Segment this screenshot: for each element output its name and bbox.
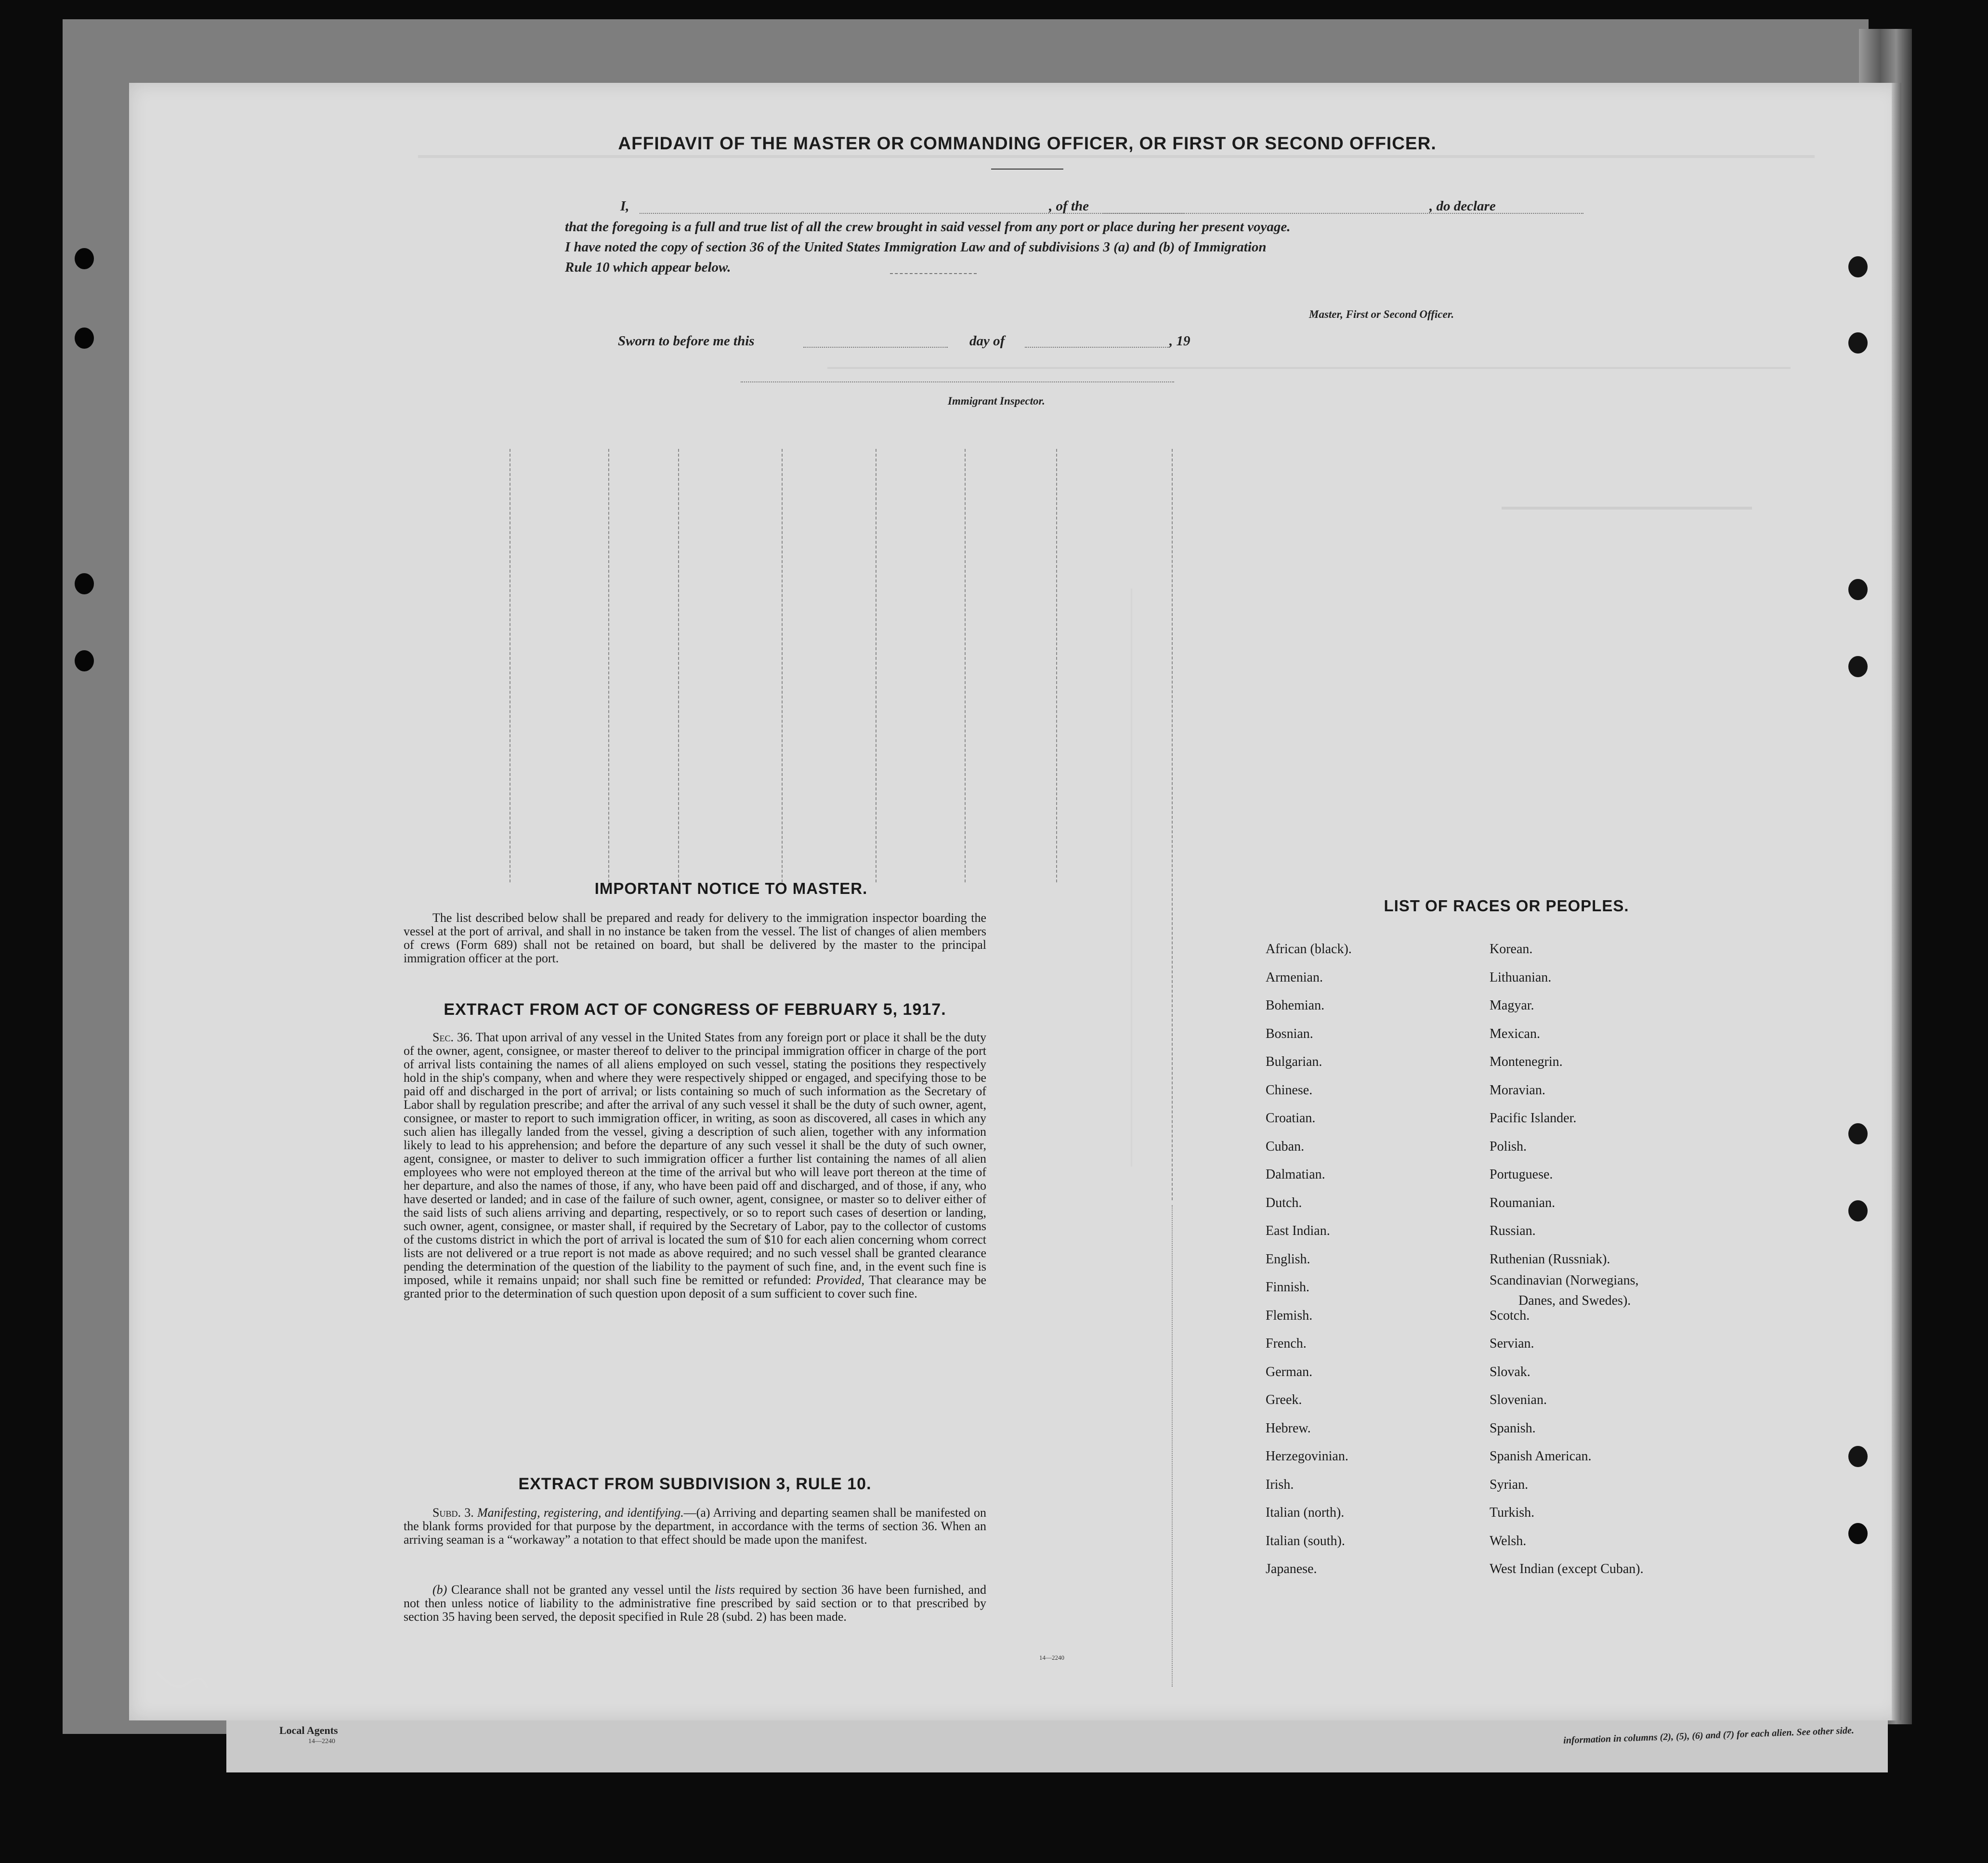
- notice-title: IMPORTANT NOTICE TO MASTER.: [594, 879, 868, 897]
- race-item: Roumanian.: [1490, 1195, 1556, 1210]
- race-item: Finnish.: [1266, 1280, 1310, 1295]
- race-item: Chinese.: [1266, 1082, 1313, 1098]
- race-item: Scandinavian (Norwegians,: [1490, 1273, 1639, 1288]
- race-item: Russian.: [1490, 1223, 1536, 1238]
- race-item: Korean.: [1490, 942, 1533, 957]
- race-item: Japanese.: [1266, 1561, 1317, 1576]
- page-edge: [1892, 83, 1901, 1720]
- race-item: Bohemian.: [1266, 998, 1325, 1013]
- binder-hole: [1848, 1200, 1868, 1221]
- race-item: Bosnian.: [1266, 1026, 1313, 1041]
- form-code: 14—2240: [1039, 1654, 1064, 1661]
- race-item: Syrian.: [1490, 1477, 1529, 1492]
- column-rule: [1056, 449, 1057, 882]
- race-item: Croatian.: [1266, 1111, 1316, 1126]
- affidavit-line-3: I have noted the copy of section 36 of the United States Immigration Law and of subdivisions 3 (a) and (b) of Immigration: [565, 239, 1267, 255]
- provided-word: Provided,: [816, 1273, 865, 1287]
- race-item: Irish.: [1266, 1477, 1294, 1492]
- pen-mark: [154, 1666, 212, 1695]
- binder-hole: [75, 650, 94, 671]
- section-36-body: That upon arrival of any vessel in the United States from any foreign port or place it shall be the duty of the owner, agent, consignee, or master thereof to deliver to the principal immigration officer in charge of the port of arrival lists containing the names of all aliens employed on such vessel, stating the positions they respectively hold in the ship's company, when and where they were respectively shipped or engaged, and specifying those to be paid off and discharged in the port of arrival; or lists containing so much of such information as the Secretary of Labor shall by regulation prescribe; and after the arrival of any such vessel it shall be the duty of such owner, agent, consignee, or master to report to such immigration officer, in writing, as soon as discovered, all cases in which any such alien has illegally landed from the vessel, giving a description of such alien, together with any information likely to lead to his apprehension; and before the departure of any such vessel it shall be the duty of such owner, agent, consignee, or master to deliver to such immigration officer a further list containing the names of all alien employees who were not employed thereon at the time of the arrival but who will leave port thereon at the time of her departure, and also the names of those, if any, who have been paid off and discharged, and of those, if any, who have deserted or landed; and in case of the failure of such owner, agent, consignee, or master so to deliver either of the said lists of such aliens arriving and departing, respectively, or so to report such cases of desertion or landing, such owner, agent, consignee, or master shall, if required by the Secretary of Labor, pay to the collector of customs of the customs district in which the port of arrival is located the sum of $10 for each alien concerning whom correct lists are not delivered or a true report is not made as above required; and no such vessel shall be granted clearance pending the determination of the question of the liability to the payment of such fine, and, in the event such fine is imposed, while it remains unpaid; nor shall such fine be remitted or refunded:: [404, 1030, 987, 1287]
- subd-heading: Manifesting, registering, and identifying.: [477, 1506, 684, 1520]
- sworn-month-blank[interactable]: [1025, 347, 1169, 348]
- race-item: East Indian.: [1266, 1223, 1330, 1238]
- race-item: Italian (north).: [1266, 1505, 1345, 1520]
- race-item: Servian.: [1490, 1336, 1534, 1351]
- subdivision-3a-text: [404, 1506, 986, 1547]
- race-item: Italian (south).: [1266, 1533, 1345, 1548]
- bleed-through: [1131, 589, 1286, 1167]
- year-prefix: , 19: [1169, 333, 1190, 349]
- race-item: Polish.: [1490, 1139, 1527, 1154]
- race-item: Armenian.: [1266, 970, 1323, 985]
- column-rule: [608, 449, 609, 882]
- day-of-label: day of: [969, 333, 1005, 349]
- underlay-note: information in columns (2), (5), (6) and (7) for each alien. See other side.: [1563, 1725, 1855, 1746]
- bleed-through: [418, 155, 1815, 177]
- binder-hole: [1848, 1523, 1868, 1544]
- race-item: African (black).: [1266, 942, 1352, 957]
- notice-text: The list described below shall be prepared and ready for delivery to the immigration inspector boarding the vessel at the port of arrival, and shall in no instance be taken from the vessel. The list of changes of alien members of crews (Form 689) shall not be retained on board, but shall be delivered by the master to the principal immigration officer at the port.: [404, 911, 986, 965]
- binder-hole: [1848, 1123, 1868, 1144]
- extract-rule-title: EXTRACT FROM SUBDIVISION 3, RULE 10.: [518, 1475, 872, 1493]
- subd-b-body-2: required by section 36 have been furnished, and not then unless notice of liability to the administrative fine prescribed by said section or to that prescribed by section 35 having been served, the deposit specified in Rule 28 (subd. 2) has been made.: [404, 1583, 986, 1624]
- underlying-form-strip: [226, 1715, 1888, 1772]
- extract-act-title: EXTRACT FROM ACT OF CONGRESS OF FEBRUARY 5, 1917.: [444, 1000, 946, 1019]
- race-item: Bulgarian.: [1266, 1054, 1322, 1069]
- race-item: Dalmatian.: [1266, 1167, 1325, 1182]
- binder-hole: [1848, 579, 1868, 600]
- affidavit-line-4: Rule 10 which appear below.: [565, 260, 731, 275]
- column-rule: [782, 449, 783, 882]
- sworn-label: Sworn to before me this: [618, 333, 755, 349]
- affidavit-of-the: , of the: [1049, 198, 1089, 214]
- race-item: English.: [1266, 1251, 1310, 1267]
- race-item: French.: [1266, 1336, 1307, 1351]
- subd-b-body-1: Clearance shall not be granted any vessel until the: [451, 1583, 711, 1597]
- binder-hole: [75, 328, 94, 349]
- section-36-end: That clearance may be granted prior to the determination of such question upon deposit of a sum sufficient to cover such fine.: [404, 1273, 987, 1300]
- affidavit-page: [129, 83, 1901, 1720]
- race-item: Dutch.: [1266, 1195, 1302, 1210]
- race-item: Magyar.: [1490, 998, 1534, 1013]
- local-agents-label: Local Agents: [279, 1724, 338, 1736]
- affidavit-i: I,: [620, 198, 629, 214]
- lists-word: lists: [715, 1583, 735, 1597]
- column-rule: [1172, 449, 1173, 1200]
- race-item: Lithuanian.: [1490, 970, 1552, 985]
- race-item: Portuguese.: [1490, 1167, 1553, 1182]
- affidavit-title: AFFIDAVIT OF THE MASTER OR COMMANDING OFFICER, OR FIRST OR SECOND OFFICER.: [618, 133, 1437, 153]
- binder-hole: [1848, 656, 1868, 677]
- race-item: Mexican.: [1490, 1026, 1540, 1041]
- race-item: Montenegrin.: [1490, 1054, 1563, 1069]
- races-title: LIST OF RACES OR PEOPLES.: [1384, 897, 1629, 915]
- race-item: Slovak.: [1490, 1364, 1530, 1379]
- binder-hole: [75, 248, 94, 269]
- race-item: Moravian.: [1490, 1082, 1545, 1098]
- officer-label: Master, First or Second Officer.: [1309, 308, 1454, 320]
- subd-a-body: —(a) Arriving and departing seamen shall be manifested on the blank forms provided for that purpose by the department, in accordance with the terms of section 36. When an arriving seaman is a “workaway” a notation to that effect should be made upon the manifest.: [404, 1506, 986, 1547]
- column-rule: [965, 449, 966, 882]
- affidavit-line-2: that the foregoing is a full and true list of all the crew brought in said vessel from any port or place during her present voyage.: [565, 219, 1291, 235]
- section-label: Sec. 36.: [432, 1030, 473, 1044]
- race-item: Welsh.: [1490, 1533, 1527, 1548]
- race-item: Scotch.: [1490, 1308, 1530, 1323]
- affidavit-do-declare: , do declare: [1429, 198, 1496, 214]
- bleed-through: [827, 367, 1791, 385]
- race-item: Ruthenian (Russniak).: [1490, 1251, 1610, 1267]
- binder-hole: [1848, 332, 1868, 354]
- local-form-code: 14—2240: [308, 1738, 335, 1745]
- binder-hole: [75, 573, 94, 594]
- subd-b-label: (b): [432, 1583, 447, 1597]
- bleed-through: [1502, 507, 1752, 524]
- line4-blank: [890, 273, 977, 274]
- race-item: German.: [1266, 1364, 1313, 1379]
- sworn-day-blank[interactable]: [803, 347, 948, 348]
- subd-label: Subd. 3.: [432, 1506, 474, 1520]
- race-item: Turkish.: [1490, 1505, 1535, 1520]
- race-item: Danes, and Swedes).: [1518, 1293, 1631, 1308]
- race-item: Herzegovinian.: [1266, 1449, 1348, 1464]
- binder-hole: [1848, 1446, 1868, 1467]
- subdivision-3b-text: [404, 1583, 986, 1624]
- title-rule: [991, 169, 1063, 170]
- binder-hole: [1848, 256, 1868, 277]
- vessel-blank[interactable]: [1102, 213, 1583, 214]
- section-36-text: [404, 1031, 986, 1300]
- race-item: Slovenian.: [1490, 1392, 1547, 1407]
- race-item: Cuban.: [1266, 1139, 1305, 1154]
- race-item: Hebrew.: [1266, 1420, 1311, 1436]
- race-item: Pacific Islander.: [1490, 1111, 1577, 1126]
- race-item: Spanish.: [1490, 1420, 1536, 1436]
- race-item: Spanish American.: [1490, 1449, 1592, 1464]
- column-rule: [1172, 1205, 1173, 1687]
- race-item: West Indian (except Cuban).: [1490, 1561, 1644, 1576]
- inspector-signature-blank[interactable]: [741, 381, 1174, 382]
- column-rule: [678, 449, 679, 882]
- race-item: Flemish.: [1266, 1308, 1313, 1323]
- race-item: Greek.: [1266, 1392, 1302, 1407]
- inspector-label: Immigrant Inspector.: [948, 395, 1045, 407]
